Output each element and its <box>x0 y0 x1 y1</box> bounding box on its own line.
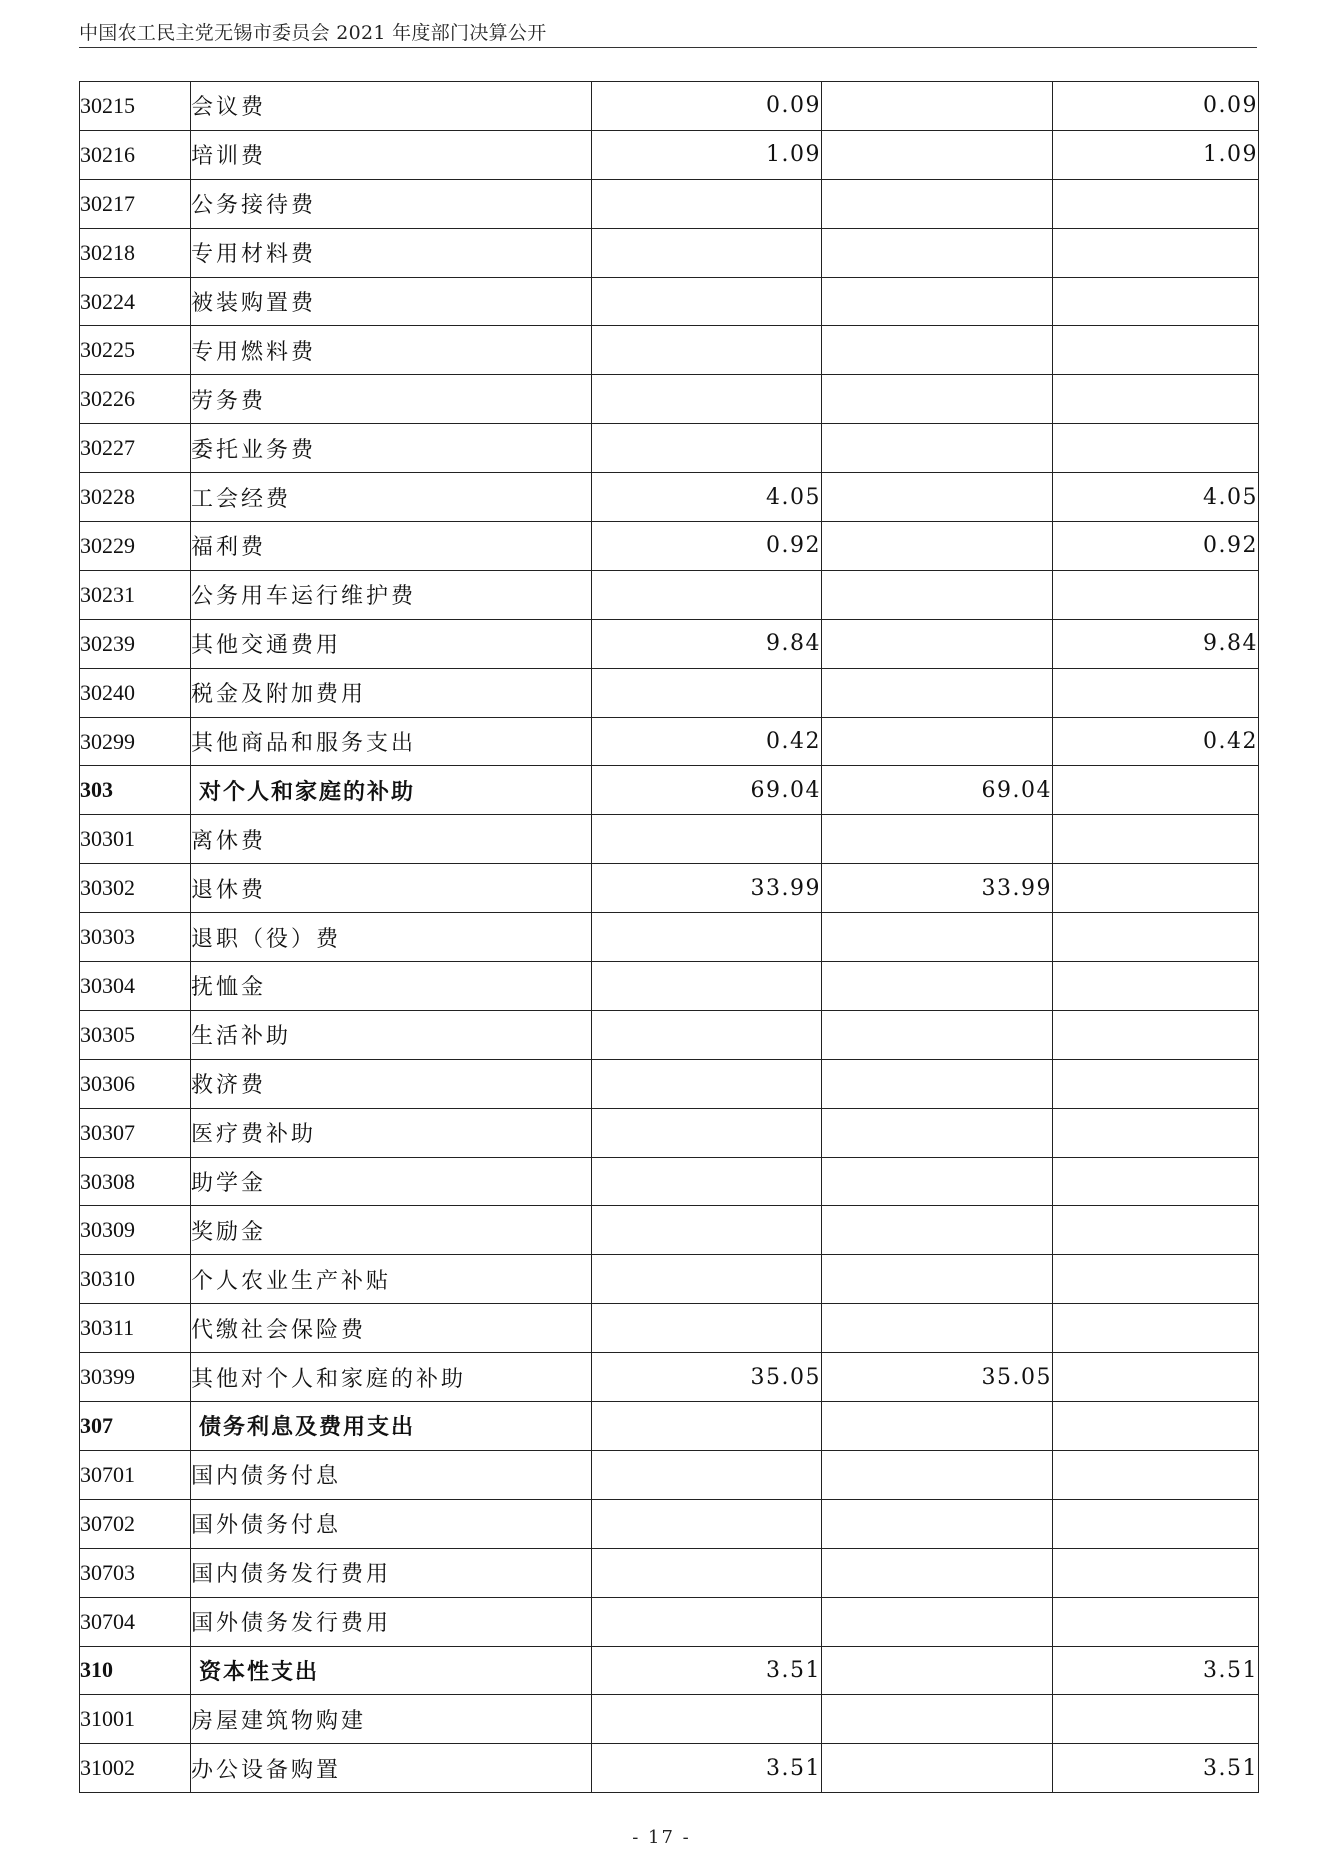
row-project-cell <box>1053 1695 1259 1744</box>
table-row <box>80 277 1259 326</box>
row-total-cell <box>592 1059 822 1108</box>
row-code-cell: 30302 <box>80 864 191 913</box>
row-total-cell <box>592 1157 822 1206</box>
row-basic-cell <box>822 570 1053 619</box>
row-code-cell: 30216 <box>80 130 191 179</box>
row-project-cell: 9.84 <box>1053 619 1259 668</box>
row-basic-cell <box>822 1695 1053 1744</box>
row-basic-cell <box>822 277 1053 326</box>
row-code-cell: 30227 <box>80 424 191 473</box>
row-code-cell: 307 <box>80 1402 191 1451</box>
row-code-cell: 31001 <box>80 1695 191 1744</box>
table-row <box>80 375 1259 424</box>
row-basic-cell <box>822 1597 1053 1646</box>
row-project-cell <box>1053 1499 1259 1548</box>
table-row <box>80 962 1259 1011</box>
row-code-cell: 30299 <box>80 717 191 766</box>
row-project-cell <box>1053 1206 1259 1255</box>
row-project-cell <box>1053 375 1259 424</box>
row-project-cell <box>1053 179 1259 228</box>
table-row <box>80 1353 1259 1402</box>
table-row <box>80 473 1259 522</box>
row-code-cell: 30301 <box>80 815 191 864</box>
row-basic-cell <box>822 130 1053 179</box>
row-name-cell: 国内债务付息 <box>191 1450 592 1499</box>
row-code-cell: 30309 <box>80 1206 191 1255</box>
row-total-cell <box>592 1548 822 1597</box>
row-project-cell: 0.92 <box>1053 522 1259 571</box>
row-code-cell: 303 <box>80 766 191 815</box>
row-basic-cell <box>822 1206 1053 1255</box>
row-code-cell: 30703 <box>80 1548 191 1597</box>
row-project-cell <box>1053 1304 1259 1353</box>
row-name-cell: 国外债务付息 <box>191 1499 592 1548</box>
row-code-cell: 30303 <box>80 913 191 962</box>
table-row <box>80 1206 1259 1255</box>
row-total-cell <box>592 962 822 1011</box>
row-total-cell <box>592 1255 822 1304</box>
table-row <box>80 1059 1259 1108</box>
table-row <box>80 1304 1259 1353</box>
row-code-cell: 30304 <box>80 962 191 1011</box>
row-code-cell: 30215 <box>80 82 191 131</box>
row-project-cell <box>1053 1108 1259 1157</box>
row-code-cell: 30228 <box>80 473 191 522</box>
row-code-cell: 30217 <box>80 179 191 228</box>
row-name-cell: 福利费 <box>191 522 592 571</box>
row-name-cell: 对个人和家庭的补助 <box>191 766 592 815</box>
row-total-cell <box>592 179 822 228</box>
row-basic-cell <box>822 1108 1053 1157</box>
row-basic-cell <box>822 228 1053 277</box>
row-project-cell <box>1053 1548 1259 1597</box>
row-code-cell: 30704 <box>80 1597 191 1646</box>
row-code-cell: 30218 <box>80 228 191 277</box>
row-project-cell: 1.09 <box>1053 130 1259 179</box>
row-code-cell: 30240 <box>80 668 191 717</box>
row-code-cell: 30308 <box>80 1157 191 1206</box>
row-basic-cell <box>822 1499 1053 1548</box>
row-name-cell: 会议费 <box>191 82 592 131</box>
row-basic-cell <box>822 668 1053 717</box>
row-basic-cell <box>822 179 1053 228</box>
row-basic-cell <box>822 473 1053 522</box>
row-basic-cell <box>822 1255 1053 1304</box>
row-name-cell: 国外债务发行费用 <box>191 1597 592 1646</box>
row-project-cell <box>1053 1157 1259 1206</box>
row-project-cell <box>1053 1450 1259 1499</box>
row-name-cell: 救济费 <box>191 1059 592 1108</box>
row-total-cell <box>592 375 822 424</box>
row-basic-cell <box>822 522 1053 571</box>
row-total-cell <box>592 228 822 277</box>
row-project-cell: 3.51 <box>1053 1744 1259 1793</box>
table-category-row <box>80 1402 1259 1451</box>
header-divider <box>79 47 1257 48</box>
row-project-cell: 0.09 <box>1053 82 1259 131</box>
row-project-cell <box>1053 1597 1259 1646</box>
row-name-cell: 委托业务费 <box>191 424 592 473</box>
row-total-cell: 33.99 <box>592 864 822 913</box>
row-project-cell: 4.05 <box>1053 473 1259 522</box>
row-total-cell <box>592 1597 822 1646</box>
expenditure-table <box>79 81 1259 1793</box>
row-name-cell: 专用燃料费 <box>191 326 592 375</box>
row-project-cell <box>1053 913 1259 962</box>
table-row <box>80 1450 1259 1499</box>
row-total-cell <box>592 570 822 619</box>
row-code-cell: 30225 <box>80 326 191 375</box>
row-name-cell: 助学金 <box>191 1157 592 1206</box>
row-project-cell <box>1053 570 1259 619</box>
row-project-cell <box>1053 1059 1259 1108</box>
row-project-cell <box>1053 766 1259 815</box>
row-name-cell: 代缴社会保险费 <box>191 1304 592 1353</box>
row-basic-cell <box>822 1548 1053 1597</box>
row-total-cell <box>592 1304 822 1353</box>
row-project-cell <box>1053 1353 1259 1402</box>
row-name-cell: 生活补助 <box>191 1010 592 1059</box>
row-code-cell: 30311 <box>80 1304 191 1353</box>
table-row <box>80 326 1259 375</box>
row-name-cell: 个人农业生产补贴 <box>191 1255 592 1304</box>
table-row <box>80 815 1259 864</box>
row-code-cell: 30307 <box>80 1108 191 1157</box>
row-total-cell: 0.42 <box>592 717 822 766</box>
page-header-title: 中国农工民主党无锡市委员会 2021 年度部门决算公开 <box>79 22 547 44</box>
table-row <box>80 1010 1259 1059</box>
table-row <box>80 864 1259 913</box>
row-name-cell: 劳务费 <box>191 375 592 424</box>
row-project-cell <box>1053 228 1259 277</box>
row-total-cell <box>592 1450 822 1499</box>
table-row <box>80 1744 1259 1793</box>
table-row <box>80 1695 1259 1744</box>
row-total-cell <box>592 326 822 375</box>
table-row <box>80 913 1259 962</box>
row-total-cell: 4.05 <box>592 473 822 522</box>
row-code-cell: 30305 <box>80 1010 191 1059</box>
row-code-cell: 30231 <box>80 570 191 619</box>
row-name-cell: 其他对个人和家庭的补助 <box>191 1353 592 1402</box>
row-total-cell: 3.51 <box>592 1646 822 1695</box>
row-name-cell: 退职（役）费 <box>191 913 592 962</box>
row-name-cell: 公务用车运行维护费 <box>191 570 592 619</box>
row-project-cell <box>1053 815 1259 864</box>
row-name-cell: 工会经费 <box>191 473 592 522</box>
row-code-cell: 30702 <box>80 1499 191 1548</box>
row-code-cell: 30224 <box>80 277 191 326</box>
row-basic-cell <box>822 1010 1053 1059</box>
row-project-cell <box>1053 1402 1259 1451</box>
table-row <box>80 179 1259 228</box>
table-row <box>80 570 1259 619</box>
row-code-cell: 30310 <box>80 1255 191 1304</box>
table-row <box>80 130 1259 179</box>
row-code-cell: 30306 <box>80 1059 191 1108</box>
row-name-cell: 资本性支出 <box>191 1646 592 1695</box>
row-total-cell: 0.92 <box>592 522 822 571</box>
row-total-cell <box>592 668 822 717</box>
row-total-cell <box>592 1010 822 1059</box>
row-code-cell: 30399 <box>80 1353 191 1402</box>
row-basic-cell <box>822 424 1053 473</box>
row-basic-cell: 33.99 <box>822 864 1053 913</box>
row-total-cell: 3.51 <box>592 1744 822 1793</box>
row-basic-cell <box>822 717 1053 766</box>
table-row <box>80 717 1259 766</box>
row-total-cell <box>592 1402 822 1451</box>
table-row <box>80 1499 1259 1548</box>
table-row <box>80 1597 1259 1646</box>
row-name-cell: 退休费 <box>191 864 592 913</box>
row-total-cell <box>592 1499 822 1548</box>
row-basic-cell <box>822 962 1053 1011</box>
row-total-cell <box>592 815 822 864</box>
row-name-cell: 其他交通费用 <box>191 619 592 668</box>
row-project-cell <box>1053 1255 1259 1304</box>
row-total-cell <box>592 277 822 326</box>
row-code-cell: 30229 <box>80 522 191 571</box>
row-name-cell: 抚恤金 <box>191 962 592 1011</box>
row-total-cell: 9.84 <box>592 619 822 668</box>
row-project-cell <box>1053 1010 1259 1059</box>
row-basic-cell <box>822 375 1053 424</box>
row-basic-cell <box>822 619 1053 668</box>
table-row <box>80 522 1259 571</box>
table-row <box>80 424 1259 473</box>
row-total-cell: 69.04 <box>592 766 822 815</box>
row-code-cell: 31002 <box>80 1744 191 1793</box>
row-name-cell: 培训费 <box>191 130 592 179</box>
table-row <box>80 228 1259 277</box>
row-name-cell: 医疗费补助 <box>191 1108 592 1157</box>
table-row <box>80 1157 1259 1206</box>
table-category-row <box>80 766 1259 815</box>
row-basic-cell <box>822 1646 1053 1695</box>
expenditure-table-body <box>80 82 1259 1793</box>
row-name-cell: 其他商品和服务支出 <box>191 717 592 766</box>
row-total-cell: 1.09 <box>592 130 822 179</box>
row-basic-cell <box>822 1744 1053 1793</box>
table-row <box>80 82 1259 131</box>
page-number: - 17 - <box>632 1827 691 1848</box>
table-row <box>80 1108 1259 1157</box>
row-basic-cell <box>822 1304 1053 1353</box>
row-project-cell <box>1053 668 1259 717</box>
row-basic-cell <box>822 326 1053 375</box>
row-total-cell: 35.05 <box>592 1353 822 1402</box>
row-basic-cell <box>822 1450 1053 1499</box>
row-code-cell: 30239 <box>80 619 191 668</box>
row-name-cell: 国内债务发行费用 <box>191 1548 592 1597</box>
row-basic-cell <box>822 1402 1053 1451</box>
row-name-cell: 奖励金 <box>191 1206 592 1255</box>
table-row <box>80 668 1259 717</box>
row-project-cell <box>1053 864 1259 913</box>
row-basic-cell <box>822 1059 1053 1108</box>
row-code-cell: 30226 <box>80 375 191 424</box>
row-project-cell <box>1053 962 1259 1011</box>
row-basic-cell <box>822 815 1053 864</box>
row-name-cell: 债务利息及费用支出 <box>191 1402 592 1451</box>
row-name-cell: 税金及附加费用 <box>191 668 592 717</box>
table-category-row <box>80 1646 1259 1695</box>
row-name-cell: 办公设备购置 <box>191 1744 592 1793</box>
row-project-cell: 3.51 <box>1053 1646 1259 1695</box>
row-project-cell <box>1053 424 1259 473</box>
row-name-cell: 专用材料费 <box>191 228 592 277</box>
row-basic-cell <box>822 913 1053 962</box>
row-total-cell <box>592 1695 822 1744</box>
row-project-cell <box>1053 326 1259 375</box>
row-name-cell: 公务接待费 <box>191 179 592 228</box>
row-total-cell <box>592 1206 822 1255</box>
row-code-cell: 30701 <box>80 1450 191 1499</box>
table-row <box>80 1255 1259 1304</box>
row-total-cell <box>592 424 822 473</box>
row-total-cell <box>592 1108 822 1157</box>
row-name-cell: 房屋建筑物购建 <box>191 1695 592 1744</box>
row-total-cell <box>592 913 822 962</box>
row-basic-cell: 35.05 <box>822 1353 1053 1402</box>
row-basic-cell <box>822 82 1053 131</box>
row-name-cell: 被装购置费 <box>191 277 592 326</box>
row-basic-cell: 69.04 <box>822 766 1053 815</box>
row-name-cell: 离休费 <box>191 815 592 864</box>
row-project-cell: 0.42 <box>1053 717 1259 766</box>
row-basic-cell <box>822 1157 1053 1206</box>
row-code-cell: 310 <box>80 1646 191 1695</box>
row-total-cell: 0.09 <box>592 82 822 131</box>
table-row <box>80 1548 1259 1597</box>
table-row <box>80 619 1259 668</box>
row-project-cell <box>1053 277 1259 326</box>
